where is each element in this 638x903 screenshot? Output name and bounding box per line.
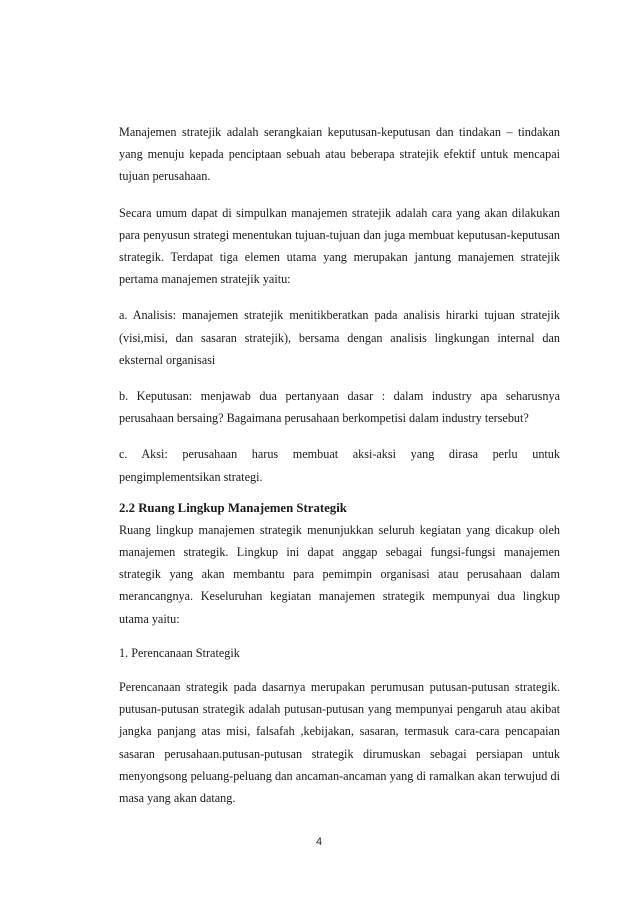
section-heading: 2.2 Ruang Lingkup Manajemen Strategik	[119, 500, 347, 515]
paragraph-perencanaan: Perencanaan strategik pada dasarnya merupakan perumusan putusan-putusan strategik. putusan-putusan strategik adalah putusan-putusan yang mempunyai pengaruh atau akibat jangka panjang atas misi, falsafah ,kebijakan, sasaran, termasuk cara-cara pencapaian sasaran perusahaan.putusan-putusan strategik dirumuskan sebagai persiapan untuk menyongsong peluang-peluang dan ancaman-ancaman yang di ramalkan akan terwujud di masa yang akan datang.	[119, 680, 560, 806]
paragraph-summary: Secara umum dapat di simpulkan manajemen stratejik adalah cara yang akan dilakukan para penyusun strategi menentukan tujuan-tujuan dan juga membuat keputusan-keputusan strategik. Terdapat tiga elemen utama yang merupakan jantung manajemen stratejik pertama manajemen stratejik yaitu:	[119, 205, 560, 287]
paragraph-definition: Manajemen stratejik adalah serangkaian keputusan-keputusan dan tindakan – tindakan yang menuju kepada penciptaan sebuah atau beberapa stratejik efektif untuk mencapai tujuan perusahaan.	[119, 125, 560, 184]
subheading-perencanaan: 1. Perencanaan Strategik	[119, 645, 240, 660]
page-content	[119, 121, 560, 809]
list-item-aksi: c. Aksi: perusahaan harus membuat aksi-aksi yang dirasa perlu untuk pengimplementsikan strategi.	[119, 447, 560, 484]
list-item-keputusan: b. Keputusan: menjawab dua pertanyaan dasar : dalam industry apa seharusnya perusahaan bersaing? Bagaimana perusahaan berkompetisi dalam industry tersebut?	[119, 389, 560, 426]
page-number: 4	[315, 836, 323, 848]
paragraph-ruang-lingkup: Ruang lingkup manajemen strategik menunjukkan seluruh kegiatan yang dicakup oleh manajemen strategik. Lingkup ini dapat anggap sebagai fungsi-fungsi manajemen strategik yang akan membantu para pemimpin organisasi atau perusahaan dalam merancangnya. Keseluruhan kegiatan manajemen strategik mempunyai dua lingkup utama yaitu:	[119, 522, 560, 626]
list-item-analisis: a. Analisis: manajemen stratejik menitikberatkan pada analisis hirarki tujuan stratejik (visi,misi, dan sasaran stratejik), bersama dengan analisis lingkungan internal dan eksternal organisasi	[119, 308, 560, 367]
